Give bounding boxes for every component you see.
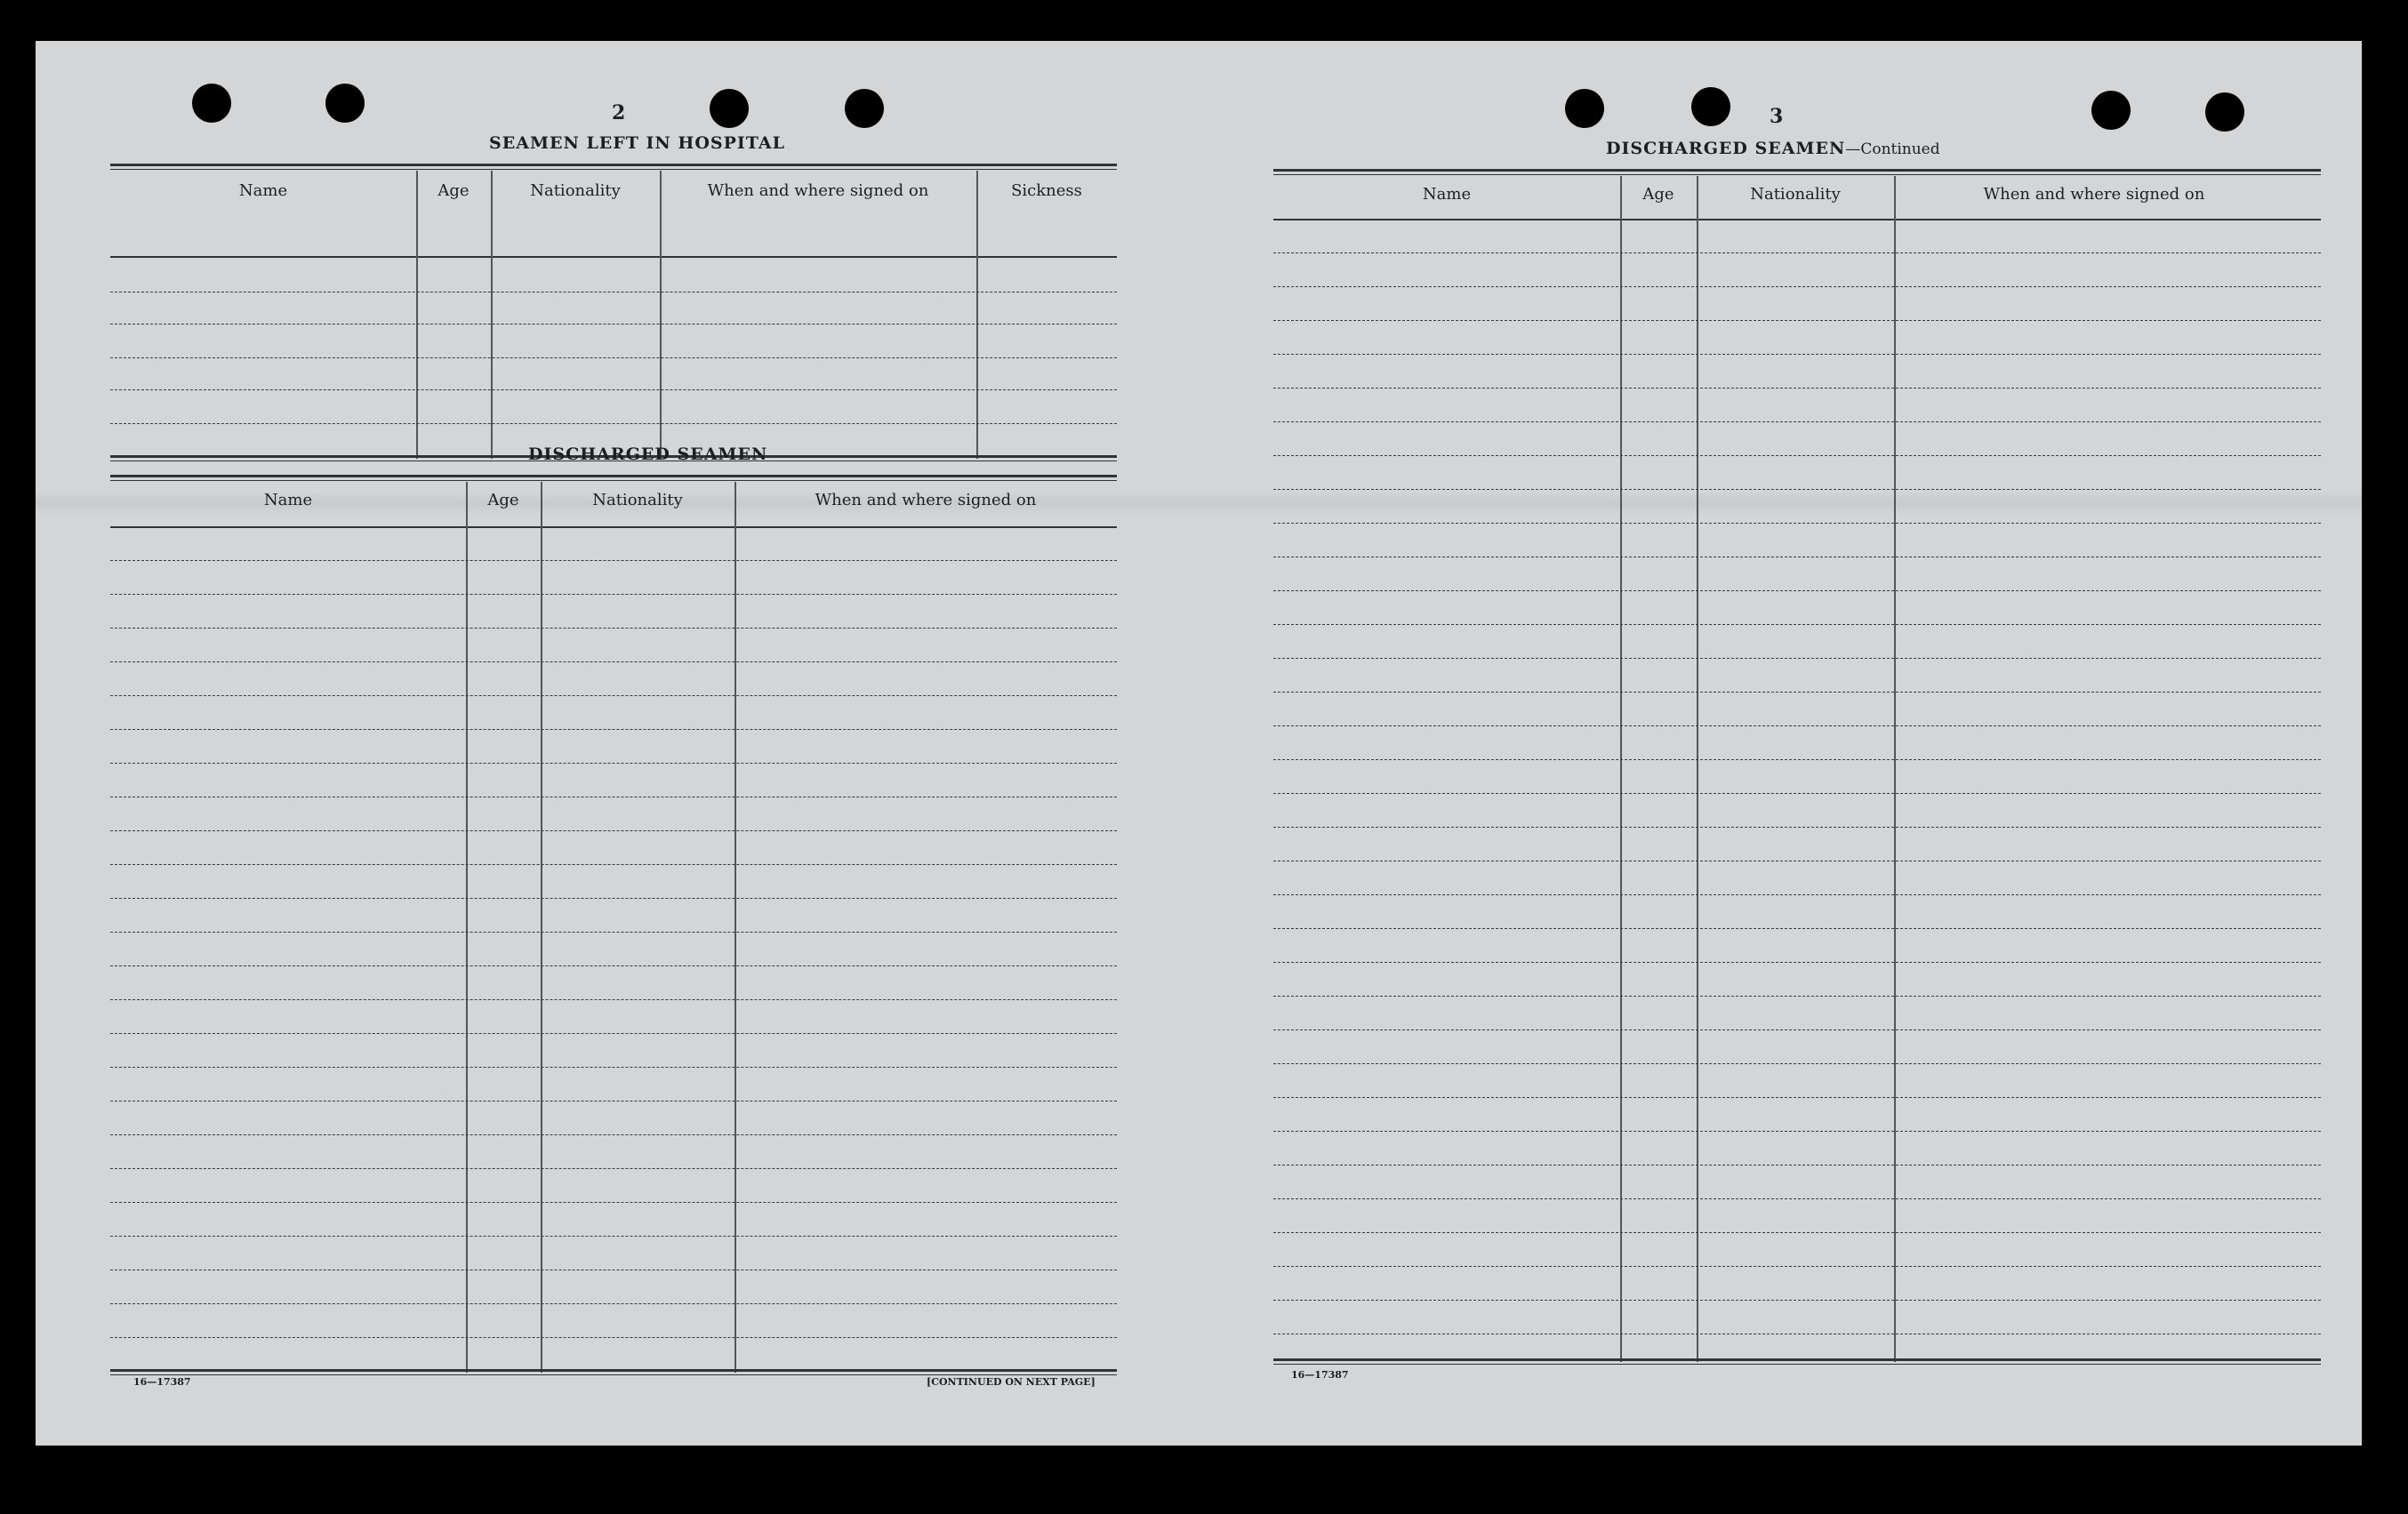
page-number-left: 2	[612, 101, 626, 124]
punch-hole	[845, 89, 884, 128]
continued-note: [CONTINUED ON NEXT PAGE]	[927, 1376, 1096, 1388]
punch-hole	[710, 89, 749, 128]
discharged-table-title-right	[1606, 139, 1940, 158]
punch-hole	[325, 84, 365, 123]
discharged-continued-col-nationality: Nationality	[1750, 185, 1841, 204]
discharged-table-right	[1273, 169, 2321, 1405]
discharged-title-right-text: DISCHARGED SEAMEN	[1606, 139, 1846, 158]
discharged-continued-col-signed-on: When and where signed on	[1983, 185, 2205, 204]
hospital-col-sickness: Sickness	[1011, 181, 1082, 200]
discharged-continued-col-name: Name	[1422, 185, 1472, 204]
discharged-table-title-left: DISCHARGED SEAMEN	[528, 445, 768, 464]
hospital-col-age: Age	[437, 181, 470, 200]
form-number-right: 16—17387	[1291, 1369, 1349, 1381]
hospital-col-name: Name	[238, 181, 288, 200]
discharged-col-nationality: Nationality	[592, 491, 683, 509]
continued-suffix: —Continued	[1845, 140, 1940, 158]
discharged-col-age: Age	[487, 491, 519, 509]
discharged-col-signed-on: When and where signed on	[815, 491, 1037, 509]
page-number-right: 3	[1770, 105, 1784, 128]
discharged-col-name: Name	[263, 491, 313, 509]
punch-hole	[2205, 92, 2244, 132]
hospital-table	[110, 164, 1117, 466]
hospital-table-title: SEAMEN LEFT IN HOSPITAL	[489, 133, 785, 153]
hospital-col-nationality: Nationality	[530, 181, 621, 200]
form-number-left: 16—17387	[133, 1376, 191, 1388]
discharged-continued-col-age: Age	[1642, 185, 1674, 204]
punch-hole	[192, 84, 231, 123]
document-sheet	[36, 41, 2362, 1446]
punch-hole	[1565, 89, 1604, 128]
punch-hole	[1691, 87, 1730, 126]
punch-hole	[2091, 91, 2131, 130]
discharged-table-left	[110, 475, 1117, 1408]
hospital-col-signed-on: When and where signed on	[707, 181, 929, 200]
